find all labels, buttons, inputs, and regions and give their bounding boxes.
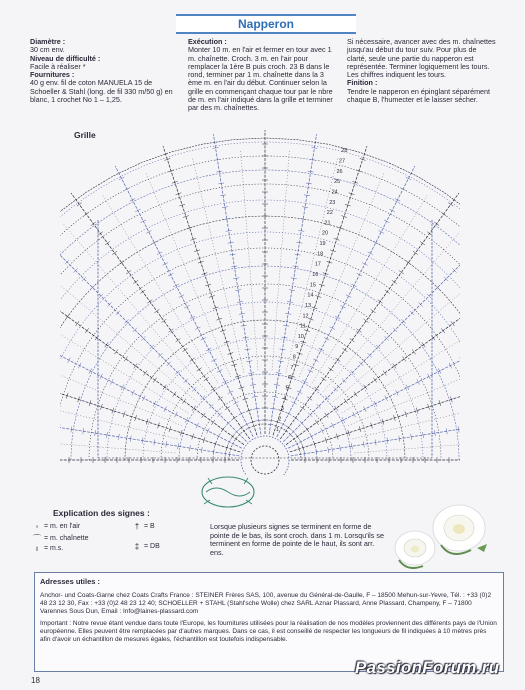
stitch-tick [449,363,452,368]
execution-text: Monter 10 m. en l'air et fermer en tour avec 1 m. chaînette. Croch. 3 m. en l'air pour remplacer la 1ère B puis croch. 23 B dans le rond, terminer par 1 m. chaînette dans la 3 ème m. en l'air du début. Continuer selon la grille en commençant chaque tour par le nbre de m. en l'air indiqué dans la grille et terminer par des m. chaînettes. [188,45,333,113]
stitch-tick [169,329,174,333]
round-number: 13 [305,303,312,309]
stitch-tick [392,280,397,284]
stitch-tick [233,402,238,405]
stitch-tick [124,356,128,361]
stitch-tick [173,392,177,397]
stitch-tick [201,337,206,340]
stitch-tick [293,416,298,420]
crochet-diagram-svg [60,130,460,510]
page-title: Napperon [237,17,294,31]
treble-crochet-icon: ‡ [134,542,140,551]
stitch-tick [363,406,366,411]
round-number: 24 [331,189,338,196]
stitch-tick [140,290,145,294]
stitch-tick [399,271,404,275]
stitch-tick [190,358,195,362]
addresses-box [34,572,504,672]
stitch-tick [351,370,355,374]
stitch-tick [423,432,424,438]
stitch-tick [153,378,157,383]
round-number: 9 [295,344,299,351]
stitch-tick [126,271,131,275]
round-number: 19 [319,241,326,248]
stitch-tick [176,339,181,343]
legend [33,522,203,562]
stitch-tick [250,384,256,385]
stitch-tick [286,426,291,430]
slip-stitch-icon: ⌒ [33,534,41,543]
stitch-tick [100,374,103,379]
round-number: 2 [278,416,282,423]
stitch-tick [287,302,293,303]
stitch-tick [175,370,179,374]
round-number: 15 [309,282,316,289]
stitch-tick [299,439,302,444]
stitch-tick [357,329,362,333]
stitch-tick [121,385,124,390]
stitch-tick [389,209,394,212]
stitch-tick [340,305,345,308]
round-number: 14 [307,292,314,299]
important-text: Important : Notre revue étant vendue dans toute l'Europe, les fournitures utilisées pour la réalisation de nos modèles proviennent des différents pays de l'Union européenne. Elles peuvent être remplacées par d'autres marques. Dans ce cas, il est conseillé de respecter les longueurs de fil indiquées à 10 mètres près afin d'avoir un échantillon de mesures égales, l'échantillon est toutefois indispensable. [40,620,497,643]
stitch-tick [173,284,178,287]
stitch-spoke [163,146,257,435]
stitch-tick [206,348,211,351]
stitch-tick [153,401,156,406]
crochet-diagram [60,130,460,510]
round-arc [60,156,460,460]
stitch-tick [217,434,220,439]
round-number: 28 [341,148,348,155]
stitch-tick [373,378,377,383]
chain-spoke [193,159,244,373]
stitch-tick [237,302,243,303]
stitch-tick [371,309,376,313]
stitch-tick [296,434,300,439]
stitch-tick [427,232,432,236]
column-execution [188,38,336,113]
stitch-tick [228,391,233,394]
addresses-text: Anchor- und Coats-Garne chez Coats Crafts France : STEINER Frères SAS, 100, avenue du Général-de-Gaulle, F – 18500 Mehun-sur-Yevre, Tél. : +33 (0)2 48 23 12 30, Fax : +33 (0)2 48 23 12 40; SCHOELLER + STAHL (Stahl'sche Wolle) chez SARL Aznar Plassard, Anne Plassard, Champeny, F – 71800 Varennes Sous Dun, Email : Info@laines-plassard.com [40,592,492,615]
stitch-tick [395,198,400,201]
legend-item [133,542,160,551]
round-number: 18 [317,251,324,258]
stitch-tick [184,305,189,308]
stitch-tick [344,399,348,404]
stitch-tick [164,406,167,411]
chain-spoke [348,341,460,425]
round-number: 17 [314,261,321,268]
stitch-tick [321,428,324,433]
chain-spoke [323,224,460,391]
stitch-tick [161,319,166,323]
chain-spoke [355,436,460,453]
stitch-tick [402,356,406,361]
stitch-tick [98,232,103,236]
stitch-tick [218,397,223,401]
round-number: 26 [336,168,343,175]
stitch-tick [239,426,244,430]
stitch-tick [221,427,225,432]
stitch-tick [202,413,206,418]
stitch-spoke [290,358,460,452]
stitch-tick [114,349,118,354]
chain-spoke [241,151,258,370]
stitch-tick [357,273,362,276]
round-arc [60,142,460,460]
stitch-tick [91,222,96,226]
stitch-tick [441,212,446,216]
stitch-tick [400,188,405,191]
stitch-tick [325,413,329,418]
stitch-tick [225,406,230,410]
stitch-tick [300,406,305,410]
stitch-tick [274,384,280,385]
green-motif-detail [204,478,252,504]
stitch-tick [211,420,215,425]
stitch-tick [307,397,312,401]
stitch-tick [373,241,378,244]
round-number: 20 [321,230,329,237]
stitch-tick [364,319,369,323]
stitch-tick [222,380,227,383]
round-arc [60,232,460,460]
stitch-tick [231,434,235,439]
stitch-tick [119,261,124,265]
round-arc [60,200,460,460]
niveau-label: Niveau de difficulté : [30,53,101,63]
stitch-spoke [60,266,244,445]
stitch-tick [168,273,173,276]
diametre-value: 30 cm env. [30,45,65,55]
stitch-tick [305,427,309,432]
stitch-tick [396,390,399,395]
title-bar [176,14,356,34]
stitch-tick [132,390,135,395]
stitch-tick [428,374,431,379]
outer-border [60,138,460,460]
column-specs [30,38,176,104]
chain-spoke [272,151,289,370]
round-number: 22 [326,210,333,217]
stitch-tick [144,371,148,376]
finition-text: Tendre le napperon en épinglant séparément chaque B, l'humecter et le laisser sécher. [347,86,491,105]
stitch-tick [302,380,307,383]
stitch-tick [133,280,138,284]
stitch-tick [89,368,92,373]
stitch-spoke [115,166,253,437]
single-crochet-icon: ı [35,544,39,553]
stitch-tick [434,222,439,226]
stitch-tick [142,396,145,401]
stitch-tick [211,387,216,391]
stitch-tick [379,231,384,234]
column-finition [347,38,497,104]
stitch-tick [346,295,351,298]
stitch-tick [420,241,425,245]
stitch-tick [308,370,313,373]
legend-text: = DB [144,543,160,550]
stitch-tick [362,263,367,266]
chain-spoke [60,259,197,402]
chain-spoke [342,298,460,413]
stitch-tick [343,348,348,352]
stitch-tick [207,428,210,433]
double-crochet-icon: † [134,522,140,531]
stitch-tick [197,368,202,372]
round-number: 23 [329,199,336,206]
stitch-tick [331,423,334,428]
stitch-tick [342,417,345,422]
stitch-tick [154,309,159,313]
stitch-tick [385,290,390,294]
stitch-tick [451,321,455,326]
stitch-tick [179,295,184,298]
round-number: 7 [290,364,294,371]
legend-text: = m.s. [44,545,64,552]
stitch-tick [66,314,70,319]
stitch-tick [353,412,356,417]
stitch-tick [321,377,326,381]
niveau-value: Facile à réaliser * [30,61,86,71]
chain-spoke [353,388,460,439]
stitch-tick [235,430,239,434]
stitch-tick [406,177,411,180]
stitch-tick [406,261,411,265]
stitch-tick [107,432,108,438]
stitch-tick [384,220,389,223]
diagram-stitches [60,130,460,484]
round-number: 16 [312,272,319,278]
stitch-tick [204,377,209,381]
stitch-tick [342,379,346,383]
legend-text: = m. chaînette [44,535,89,542]
stitch-tick [340,445,341,451]
stitch-tick [157,252,162,255]
stitch-tick [351,284,356,287]
legend-text: = m. en l'air [44,523,81,530]
stitch-spoke [273,146,367,435]
stitch-tick [183,348,188,352]
stitch-tick [280,423,285,426]
stitch-tick [239,412,244,415]
stitch-tick [119,177,124,180]
stitch-tick [182,399,186,404]
finition-label: Finition : [347,78,378,88]
stitch-tick [135,209,140,212]
stitch-spoke [277,166,415,437]
grille-label: Grille [74,130,96,140]
round-number: 25 [334,179,341,186]
stitch-tick [185,417,188,422]
stitch-tick [330,327,335,330]
stitch-tick [385,396,388,401]
stitch-tick [286,412,291,415]
stitch-tick [441,328,445,333]
stitch-tick [354,392,358,397]
chain-spoke [286,159,337,373]
stitch-tick [328,368,333,372]
legend-item [33,522,80,531]
stitch-tick [324,337,329,340]
stitch-spoke [60,358,240,452]
stitch-tick [146,231,151,234]
legend-item [33,544,63,553]
round-number: 3 [280,406,284,413]
round-number: 27 [338,158,346,165]
diametre-label: Diamètre : [30,37,66,46]
stitch-tick [162,263,167,266]
stitch-tick [374,401,377,406]
stitch-tick [141,220,146,223]
stitch-tick [152,241,157,244]
stitch-tick [368,252,373,255]
stitch-note: Lorsque plusieurs signes se terminent en forme de pointe de le bas, ils sont croch. dans 1 m. Lorsqu'ils se terminent en forme de pointe de le haut, ils sont arr. ens. [210,522,384,557]
chain-spoke [60,298,188,413]
continuation-text: Si nécessaire, avancer avec des m. chaînettes jusqu'au début du tour suiv. Pour plus de clarté, seule une partie du napperon est représentée. Terminer logiquement les tours. Les chiffres indiquent les tours. [347,37,496,80]
round-number: 4 [283,395,287,402]
legend-text: = B [144,523,155,530]
legend-item [33,533,89,544]
round-number: 1 [275,426,279,433]
addresses-title: Adresses utiles : [40,577,101,586]
stitch-tick [105,241,110,245]
stitch-tick [211,359,216,362]
stitch-tick [244,423,249,426]
stitch-tick [413,251,418,255]
page-number: 18 [31,676,40,685]
stitch-spoke [60,408,239,456]
stitch-spoke [60,227,247,442]
watermark: PassionForum.ru [355,658,500,677]
chain-spoke [60,341,182,425]
stitch-tick [196,423,199,428]
stitch-tick [422,342,426,347]
stitch-tick [112,251,117,255]
chain-stitch-icon: ◦ [35,522,39,531]
legend-title: Explication des signes : [53,508,150,518]
round-number: 11 [300,323,306,330]
stitch-tick [232,416,237,420]
stitch-tick [350,339,355,343]
stitch-tick [130,198,135,201]
chain-spoke [60,436,175,453]
round-ring [241,436,289,484]
round-number: 5 [285,385,289,392]
fournitures-value: 40 g env. fil de coton MANUELA 15 de Schoeller & Stahl (long. de fil 330 m/50 g) en blanc, 1 crochet No 1 – 1,25. [30,78,173,105]
stitch-tick [438,368,441,373]
stitch-spoke [285,310,460,448]
stitch-tick [335,316,340,319]
stitch-tick [78,363,81,368]
stitch-tick [175,412,178,417]
stitch-tick [134,364,138,369]
stitch-tick [195,327,200,330]
round-number: 12 [302,313,309,320]
stitch-tick [68,357,71,362]
stitch-tick [228,439,231,444]
stitch-tick [406,385,409,390]
stitch-tick [84,212,89,216]
round-number: 8 [292,354,296,361]
stitch-tick [76,321,80,326]
stitch-tick [189,445,190,451]
stitch-tick [291,430,295,434]
stitch-tick [110,379,113,384]
execution-label: Exécution : [188,37,227,46]
stitch-tick [412,349,416,354]
stitch-tick [77,203,82,207]
stitch-tick [313,359,318,362]
stitch-tick [190,316,195,319]
stitch-tick [417,379,420,384]
legend-item [133,522,155,531]
round-arc [60,184,460,460]
stitch-tick [319,348,324,351]
stitch-tick [393,364,397,369]
center-ring [251,446,279,474]
stitch-tick [124,188,129,191]
stitch-tick [383,371,387,376]
stitch-tick [217,370,222,373]
stitch-tick [291,402,296,405]
stitch-tick [105,342,109,347]
chain-spoke [333,259,460,402]
round-number: 10 [297,333,304,340]
roses-photo [393,500,503,575]
round-number: 6 [288,375,292,382]
stitch-tick [297,391,302,394]
round-number: 21 [324,220,331,227]
stitch-tick [315,420,319,425]
stitch-tick [310,434,313,439]
fournitures-label: Fournitures : [30,70,75,80]
chain-spoke [60,388,177,439]
stitch-tick [85,328,89,333]
